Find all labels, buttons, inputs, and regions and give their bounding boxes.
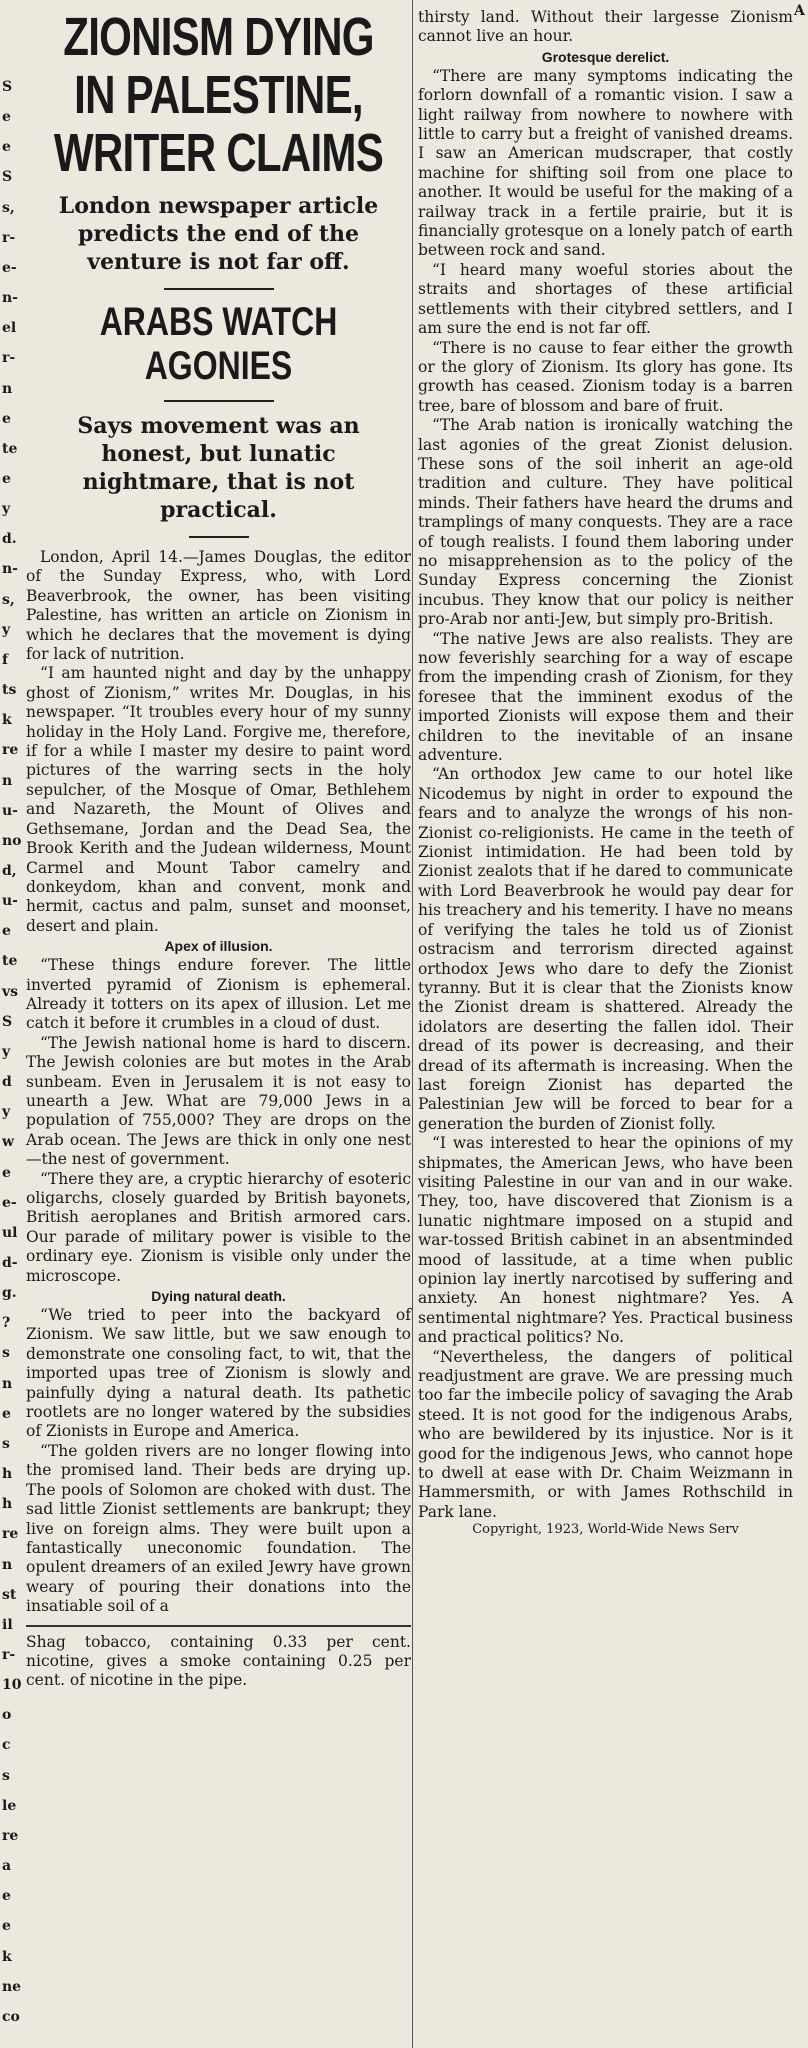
margin-fragment: g. (2, 1285, 17, 1301)
margin-fragment: r- (2, 230, 16, 246)
section-subhead: Dying natural death. (151, 1288, 286, 1305)
margin-fragment: n- (2, 561, 18, 577)
article-left-column (26, 0, 411, 2048)
article-paragraph: “The Arab nation is ironically watching the last agonies of the great Zionist delusion. These sons of the soil inherit an age-old tradition and culture. They have political minds. Their fathers have heard the drums and tramplings of many conquests. They are a race of tough realists. I found them laboring under no misapprehension as to the policy of the Sunday Express concerning the Zionist incubus. They know that our policy is neither pro-Arab nor anti-Jew, but simply pro-British. (418, 416, 793, 629)
margin-fragment: s (2, 1436, 10, 1452)
left-body (26, 548, 411, 1617)
margin-fragment: el (2, 320, 17, 336)
margin-fragment: te (2, 953, 18, 969)
margin-fragment: e (2, 471, 11, 487)
margin-fragment: n (2, 1376, 13, 1392)
margin-fragment: ul (2, 1225, 18, 1241)
filler-divider (26, 1625, 411, 1627)
margin-fragment: n- (2, 290, 18, 306)
headline (22, 8, 416, 182)
subheadline: ARABS WATCH AGONIES (99, 300, 338, 388)
margin-fragment: d, (2, 863, 17, 879)
margin-fragment: e (2, 139, 11, 155)
article-paragraph: “These things endure forever. The little inverted pyramid of Zionism is ephemeral. Already it totters on its apex of illusion. Let me catch it before it crumbles in a cloud of dust. (26, 956, 411, 1033)
article-paragraph: “The native Jews are also realists. They are now feverishly searching for a way of escape from the impending crash of Zionism, for they foresee that the imminent exodus of the imported Zionists will expose them and their children to the inevitable of an insane adventure. (418, 629, 793, 765)
margin-fragment: y (2, 1104, 11, 1120)
margin-fragment: y (2, 622, 11, 638)
margin-fragment: n (2, 1557, 13, 1573)
margin-fragment: n (2, 381, 13, 397)
article-paragraph: “The golden rivers are no longer flowing into the promised land. Their beds are drying up. The pools of Solomon are choked with dust. The sad little Zionist settlements are bankrupt; they live on foreign alms. They were built upon a fantastically uneconomic foundation. The opulent dreamers of an exiled Jewry have grown weary of pouring their donations into the insatiable soil of a (26, 1441, 411, 1616)
margin-fragment: S (2, 169, 13, 185)
margin-fragment: c (2, 1737, 11, 1753)
headline-line: ZIONISM DYING (63, 7, 374, 67)
article-paragraph: “We tried to peer into the backyard of Zionism. We saw little, but we saw enough to demonstrate one consoling fact, to wit, that the imported upas tree of Zionism is slowly and painfully dying a natural death. Its pathetic rootlets are no longer watered by the subsidies of Zionists in Europe and America. (26, 1306, 411, 1441)
margin-fragment: e (2, 1888, 11, 1904)
margin-fragment: o (2, 1707, 12, 1723)
margin-fragment: ne (2, 1979, 22, 1995)
right-fragment: A (794, 3, 805, 19)
margin-fragment: u- (2, 893, 18, 909)
margin-fragment: re (2, 742, 19, 758)
margin-fragment: s, (2, 592, 15, 608)
section-rule (164, 288, 274, 290)
margin-fragment: re (2, 1526, 19, 1542)
margin-fragment: e (2, 1406, 11, 1422)
section-subhead: Grotesque derelict. (541, 48, 670, 65)
section-rule (164, 400, 274, 402)
margin-fragment: y (2, 1044, 11, 1060)
margin-fragment: s, (2, 200, 15, 216)
margin-fragment: d (2, 1074, 12, 1090)
margin-fragment: e (2, 411, 11, 427)
article-paragraph: “There are many symptoms indicating the forlorn downfall of a romantic vision. I saw a light railway from nowhere to nowhere with little to carry but a freight of vanished dreams. I saw an American mudscraper, that costly machine for shifting soil from one place to another. It would be useful for the making of a railway track in a fertile prairie, but it is financially grotesque on a lonely patch of earth between rock and sand. (418, 66, 793, 260)
right-margin-fragments (794, 0, 808, 60)
article-paragraph: London, April 14.—James Douglas, the editor of the Sunday Express, who, with Lord Beaverbrook, the owner, has been visiting Palestine, has written an article on Zionism in which he declares that the movement is dying for lack of nutrition. (26, 548, 411, 664)
margin-fragment: r- (2, 1647, 16, 1663)
margin-fragment: st (2, 1587, 17, 1603)
margin-fragment: ? (2, 1315, 11, 1331)
margin-fragment: s (2, 1345, 10, 1361)
headline-line: IN PALESTINE, (74, 65, 363, 125)
margin-fragment: S (2, 79, 13, 95)
margin-fragment: S (2, 1014, 13, 1030)
margin-fragment: 10 (2, 1677, 22, 1693)
article-paragraph: “I was interested to hear the opinions of my shipmates, the American Jews, who have been visiting Palestine in our van and in our wake. They, too, have discovered that Zionism is a lunatic nightmare imposed on a stupid and war-tossed British cabinet in an absentminded mood of lassitude, at a time when public opinion lay inertly narcotised by suffering and anxiety. An honest nightmare? Yes. A sentimental nightmare? Yes. Practical business and practical politics? No. (418, 1134, 793, 1347)
deck: London newspaper article predicts the end of the venture is not far off. (58, 193, 379, 275)
right-body (418, 8, 793, 1522)
margin-fragment: h (2, 1496, 13, 1512)
margin-fragment: s (2, 1768, 10, 1784)
margin-fragment: e (2, 1918, 11, 1934)
margin-fragment: e (2, 1165, 11, 1181)
margin-fragment: h (2, 1466, 13, 1482)
article-paragraph: “There they are, a cryptic hierarchy of esoteric oligarchs, closely guarded by British bayonets, British aeroplanes and British armored cars. Our parade of military power is visible to the ordinary eye. Zionism is visible only under the microscope. (26, 1169, 411, 1285)
copyright-line: Copyright, 1923, World-Wide News Serv (472, 1522, 739, 1538)
margin-fragment: y (2, 501, 11, 517)
margin-fragment: e- (2, 1195, 17, 1211)
margin-fragment: le (2, 1798, 17, 1814)
article-paragraph: “Nevertheless, the dangers of political readjustment are grave. We are pressing much too far the imbecile policy of savaging the Arab steed. It is not good for the indigenous Arabs, who are bewildered by its injustice. Nor is it good for the indigenous Jews, who cannot hope to dwell at ease with Dr. Chaim Weizmann in Hammersmith, or with James Rothschild in Park lane. (418, 1347, 793, 1521)
margin-fragment: ts (2, 682, 17, 698)
article-paragraph: “An orthodox Jew came to our hotel like Nicodemus by night in order to expound the fears and to analyze the wrongs of his non-Zionist co-religionists. He came in the teeth of Zionist intimidation. He had been told by Zionist zealots that if he dared to communicate with Lord Beaverbrook he would pay dear for his treachery and his temerity. I have no means of verifying the tales he told us of Zionist ostracism and terrorism directed against orthodox Jews who dare to defy the Zionist tyranny. But it is clear that the Zionists know the Zionist dream is shattered. Already the idolators are deserting the fallen idol. Their dread of its power is decreasing, and their dread of its aftermath is increasing. When the last foreign Zionist has departed the Palestinian Jew will be forced to bear for a generation the burden of Zionist folly. (418, 765, 793, 1133)
margin-fragment: d. (2, 531, 17, 547)
filler-text: Shag tobacco, containing 0.33 per cent. nicotine, gives a smoke containing 0.25 per cent. of nicotine in the pipe. (26, 1632, 411, 1690)
margin-fragment: a (2, 1858, 12, 1874)
margin-fragment: re (2, 1828, 19, 1844)
subdeck: Says movement was an honest, but lunatic nightmare, that is not practical. (77, 413, 360, 523)
left-margin-fragments (0, 0, 22, 2048)
section-subhead: Apex of illusion. (164, 938, 273, 955)
filler-item (26, 1633, 411, 1691)
article-right-column (418, 0, 793, 2048)
article-paragraph: “I heard many woeful stories about the straits and shortages of these artificial settlements with their citybred settlers, and I am sure the end is not far off. (418, 260, 793, 338)
margin-fragment: e- (2, 260, 17, 276)
margin-fragment: u- (2, 803, 18, 819)
section-rule (189, 536, 249, 538)
article-paragraph: “There is no cause to fear either the growth or the glory of Zionism. Its glory has gone. Its growth has ceased. Zionism today is a barren tree, bare of blossom and bare of fruit. (418, 338, 793, 415)
margin-fragment: n (2, 773, 13, 789)
article-paragraph: thirsty land. Without their largesse Zionism cannot live an hour. (418, 8, 793, 46)
margin-fragment: no (2, 833, 22, 849)
margin-fragment: k (2, 1949, 12, 1965)
margin-fragment: e (2, 923, 11, 939)
article-paragraph: “I am haunted night and day by the unhappy ghost of Zionism,” writes Mr. Douglas, in his newspaper. “It troubles every hour of my sunny holiday in the Holy Land. Forgive me, therefore, if for a while I master my desire to paint word pictures of the warring sects in the holy sepulcher, of the Mosque of Omar, Bethlehem and Nazareth, the Mount of Olives and Gethsemane, Jordan and the Dead Sea, the Brook Kerith and the Judean wilderness, Mount Carmel and Mount Tabor camelry and donkeydom, khan and convent, monk and hermit, cactus and palm, sunset and moonset, desert and plain. (26, 664, 411, 935)
margin-fragment: w (2, 1134, 15, 1150)
margin-fragment: f (2, 652, 9, 668)
margin-fragment: d- (2, 1255, 18, 1271)
article-paragraph: “The Jewish national home is hard to discern. The Jewish colonies are but motes in the Arab sunbeam. Even in Jerusalem it is not easy to unearth a Jew. What are 79,000 Jews in a population of 755,000? They are drops on the Arab ocean. The Jews are thick in only one nest —the nest of government. (26, 1033, 411, 1169)
margin-fragment: r- (2, 350, 16, 366)
margin-fragment: il (2, 1617, 13, 1633)
margin-fragment: te (2, 441, 18, 457)
margin-fragment: k (2, 712, 12, 728)
margin-fragment: co (2, 2009, 20, 2025)
column-rule (412, 0, 413, 2048)
margin-fragment: vs (2, 984, 19, 1000)
margin-fragment: e (2, 109, 11, 125)
headline-line: WRITER CLAIMS (53, 123, 384, 183)
